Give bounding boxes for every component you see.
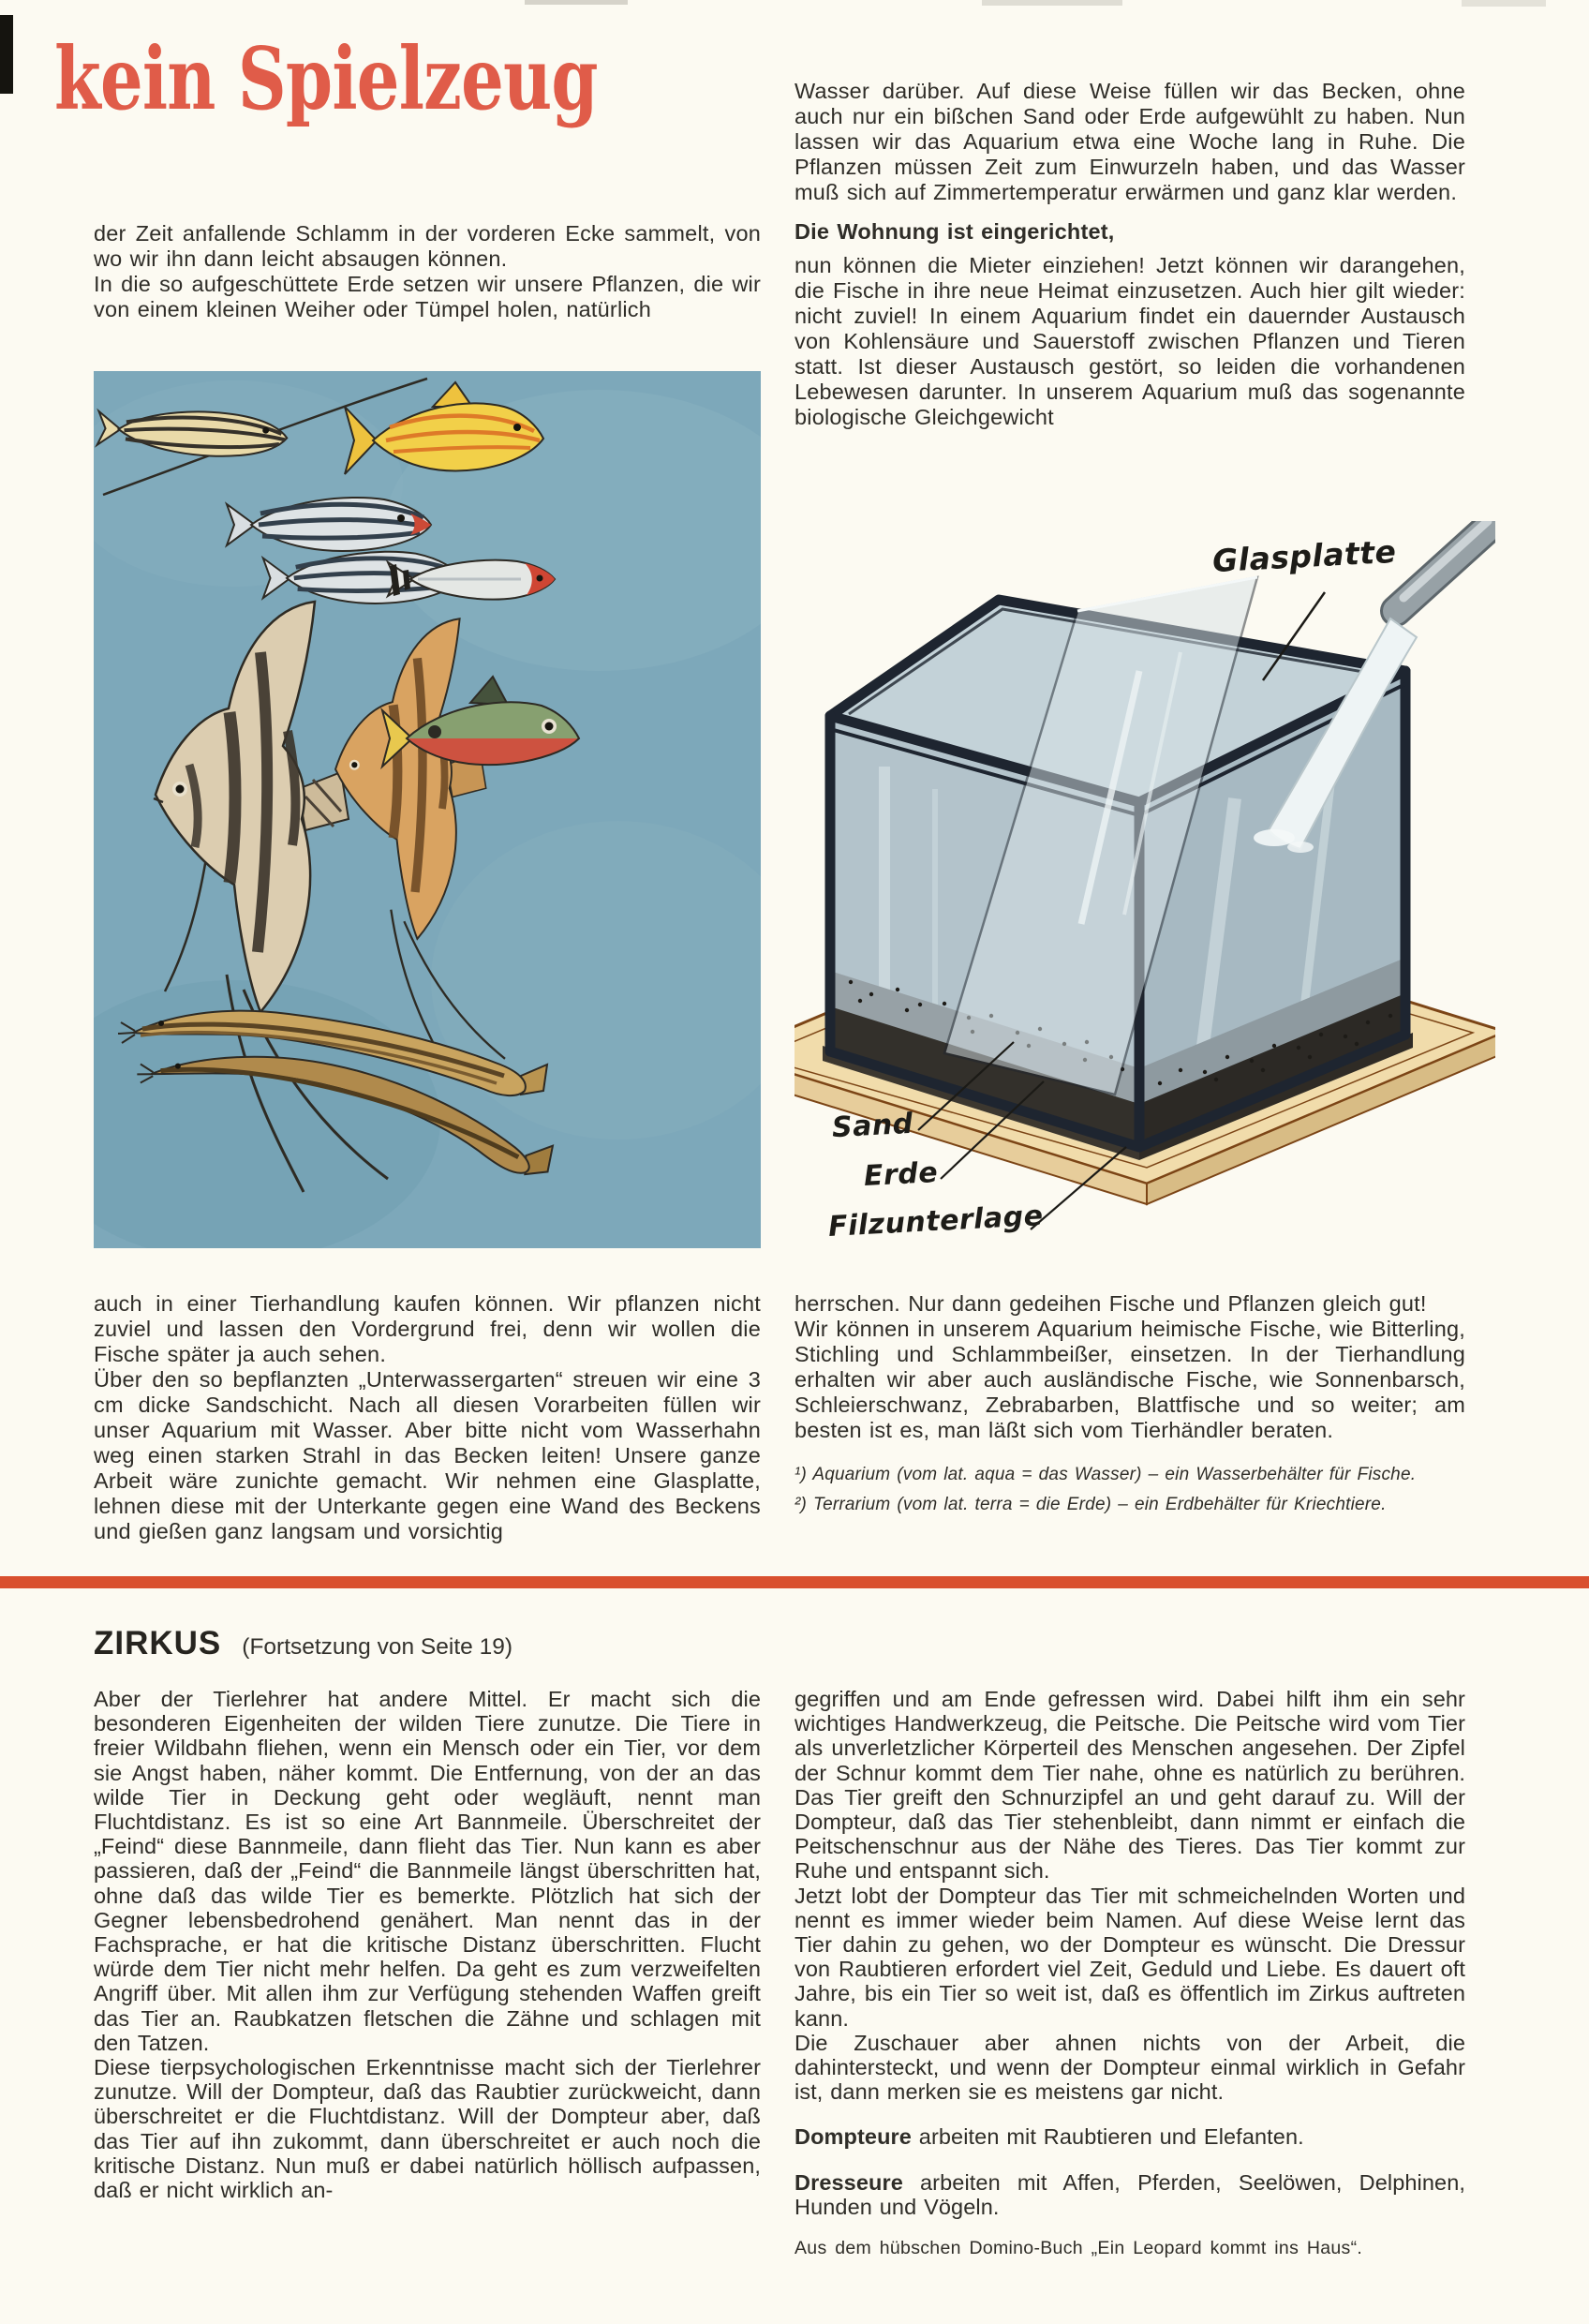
zirkus-header <box>94 1625 512 1662</box>
paragraph: Diese tierpsychologischen Erkenntnisse macht sich der Tierlehrer zunutze. Will der Dompteur, daß das Raubtier zurückweicht, dann überschreitet er die Fluchtdistanz. Will der Dompteur aber, daß das Tier auf ihn zukommt, dann überschreitet er auch noch die kritische Distanz. Nun muß er dabei natürlich höllisch aufpassen, daß er nicht wirklich an- <box>94 2055 761 2203</box>
aquarium-right-bottom-column <box>794 1291 1465 1520</box>
aquarium-left-bottom-column <box>94 1291 761 1544</box>
zirkus-right-column <box>794 1687 1465 2260</box>
print-smudge <box>1462 0 1546 7</box>
paragraph: nun können die Mieter einziehen! Jetzt können wir darangehen, die Fische in ihre neue Heimat einzusetzen. Auch hier gilt wieder: nicht zuviel! In einem Aquarium findet ein dauernder Austausch von Kohlensäure und Sauerstoff zwischen Pflanzen und Tieren statt. Ist dieser Austausch gestört, so leiden die vorhandenen Lebewesen darunter. In unserem Aquarium muß das sogenannte biologische Gleichgewicht <box>794 253 1465 429</box>
paragraph: Wir können in unserem Aquarium heimische Fische, wie Bitterling, Stichling und Schlammbeißer, einsetzen. In der Tierhandlung erhalten wir aber auch ausländische Fische, wie Sonnenbarsch, Schleierschwanz, Zebrabarben, Blattfische und so weiter; am besten ist es, man läßt sich vom Tierhändler beraten. <box>794 1317 1465 1442</box>
footnote-aquarium: ¹) Aquarium (vom lat. aqua = das Wasser) – ein Wasserbehälter für Fische. <box>794 1465 1417 1484</box>
lead-term: Dresseure <box>794 2169 903 2195</box>
paragraph: herrschen. Nur dann gedeihen Fische und Pflanzen gleich gut! <box>794 1291 1427 1316</box>
paragraph: Jetzt lobt der Dompteur das Tier mit schmeichelnden Worten und nennt es immer wieder beim Namen. Auf diese Weise lernt das Tier dahin zu gehen, wo der Dompteur es wünscht. Die Dressur von Raubtieren erfordert viel Zeit, Geduld und Liebe. Es dauert oft Jahre, bis ein Tier so weit ist, daß es öffentlich im Zirkus auftreten kann. <box>794 1883 1465 2031</box>
aquarium-diagram <box>794 521 1495 1271</box>
aquarium-right-top-column <box>794 79 1465 430</box>
lead-dompteure <box>794 2124 1465 2149</box>
label-sand: Sand <box>831 1107 914 1145</box>
paragraph: Über den so bepflanzten „Unterwassergarten“ streuen wir eine 3 cm dicke Sandschicht. Nach all diesen Vorarbeiten füllen wir unser Aquarium mit Wasser. Aber bitte nicht vom Wasserhahn weg einen starken Strahl in das Becken leiten! Unsere ganze Arbeit wäre zunichte gemacht. Wir nehmen eine Glasplatte, lehnen diese mit der Unterkante gegen eine Wand des Beckens und gießen ganz langsam und vorsichtig <box>94 1367 761 1543</box>
print-smudge <box>982 0 1122 6</box>
zirkus-left-column <box>94 1687 761 2202</box>
paragraph: In die so aufgeschüttete Erde setzen wir unsere Pflanzen, die wir von einem kleinen Weiher oder Tümpel holen, natürlich <box>94 272 761 321</box>
section-divider <box>0 1576 1589 1588</box>
section-subhead: Die Wohnung ist eingerichtet, <box>794 219 1115 244</box>
paragraph: Die Zuschauer aber ahnen nichts von der Arbeit, die dahintersteckt, und wenn der Dompteur einmal wirklich in Gefahr ist, dann merken sie es meistens gar nicht. <box>794 2030 1465 2105</box>
paragraph: auch in einer Tierhandlung kaufen können. Wir pflanzen nicht zuviel und lassen den Vordergrund frei, denn wir wollen die Fische später ja auch sehen. <box>94 1291 761 1366</box>
lead-term: Dompteure <box>794 2124 912 2150</box>
label-glasplatte: Glasplatte <box>1211 532 1398 580</box>
paragraph: der Zeit anfallende Schlamm in der vorderen Ecke sammelt, von wo wir ihn dann leicht absaugen können. <box>94 221 761 271</box>
lead-dresseure <box>794 2170 1465 2219</box>
paragraph: Aber der Tierlehrer hat andere Mittel. Er macht sich die besonderen Eigenheiten der wilden Tiere zunutze. Die Tiere in freier Wildbahn fliehen, wenn ein Mensch oder ein Tier, vor dem sie Angst haben, näher kommt. Die Entfernung, von der an das wilde Tier in Deckung geht oder wegläuft, nennt man Fluchtdistanz. Es ist so eine Art Bannmeile. Überschreitet der „Feind“ diese Bannmeile, dann flieht das Tier. Nun kann es aber passieren, daß der „Feind“ die Bannmeile längst überschritten hat, ohne daß das wilde Tier es bemerkte. Plötzlich hat sich der Gegner lebensbedrohend genähert. Man nennt das in der Fachsprache, er hat die kritische Distanz überschritten. Flucht würde dem Tier nicht mehr helfen. Da geht es zum verzweifelten Angriff über. Mit allen ihm zur Verfügung stehenden Waffen greift das Tier an. Raubkatzen fletschen die Zähne und schlagen mit den Tatzen. <box>94 1687 761 2055</box>
zirkus-title: ZIRKUS <box>94 1625 222 1661</box>
print-smudge <box>525 0 628 5</box>
label-filzunterlage: Filzunterlage <box>827 1199 1045 1244</box>
lead-text: arbeiten mit Affen, Pferden, Seelöwen, Delphinen, Hunden und Vögeln. <box>794 2169 1465 2219</box>
lead-text: arbeiten mit Raubtieren und Elefanten. <box>911 2124 1304 2150</box>
aquarium-left-intro-column <box>94 221 761 322</box>
fish-illustration <box>94 371 761 1248</box>
zirkus-subtitle: (Fortsetzung von Seite 19) <box>242 1634 512 1660</box>
paragraph: Wasser darüber. Auf diese Weise füllen wir das Becken, ohne auch nur ein bißchen Sand oder Erde aufgewühlt zu haben. Nun lassen wir das Aquarium etwa eine Woche lang in Ruhe. Die Pflanzen müssen Zeit zum Einwurzeln haben, und das Wasser muß sich auf Zimmertemperatur erwärmen und ganz klar werden. <box>794 79 1465 204</box>
source-note: Aus dem hübschen Domino-Buch „Ein Leopard kommt ins Haus“. <box>794 2238 1363 2259</box>
footnote-terrarium: ²) Terrarium (vom lat. terra = die Erde) – ein Erdbehälter für Kriechtiere. <box>794 1495 1387 1514</box>
print-edge-mark <box>0 15 13 94</box>
label-erde: Erde <box>863 1155 939 1194</box>
fish-illustration-svg <box>94 371 761 1248</box>
article-aquarium-title: kein Spielzeug <box>54 28 598 129</box>
paragraph: gegriffen und am Ende gefressen wird. Dabei hilft ihm ein sehr wichtiges Handwerkzeug, die Peitsche. Die Peitsche wird vom Tier als unverletzlicher Körperteil des Menschen angesehen. Der Zipfel der Schnur kommt dem Tier nahe, ohne es natürlich zu berühren. Das Tier greift den Schnurzipfel an und geht darauf zu. Will der Dompteur, daß das Tier stehenbleibt, dann nimmt er einfach die Peitschenschnur aus der Nähe des Tieres. Das Tier kommt zur Ruhe und entspannt sich. <box>794 1687 1465 1884</box>
